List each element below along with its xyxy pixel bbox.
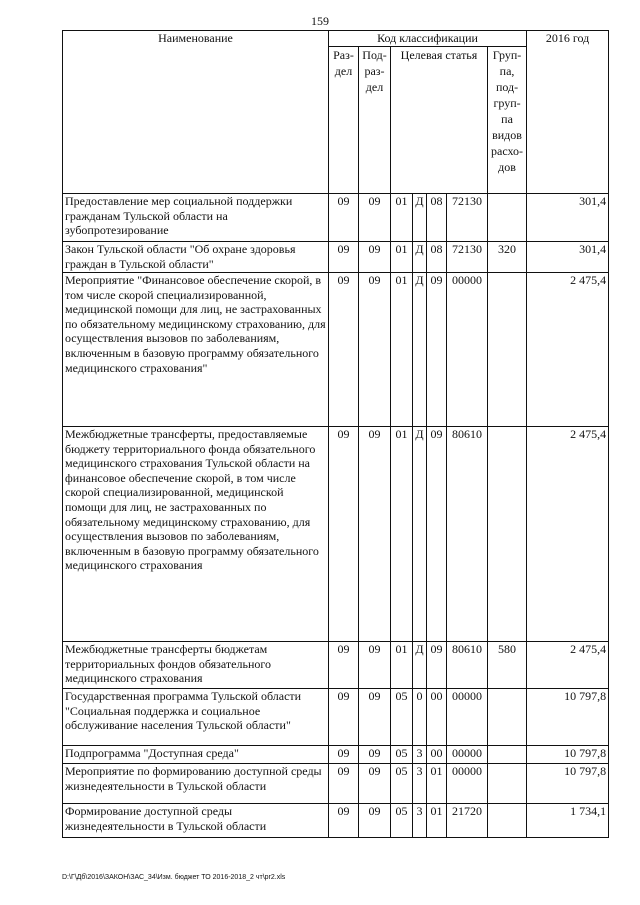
row-code-c1: 05 (391, 746, 413, 764)
row-name: Закон Тульской области "Об охране здоровья граждан в Тульской области" (63, 242, 329, 273)
page-number: 159 (311, 14, 329, 28)
row-code-c1: 05 (391, 804, 413, 838)
row-code-vr: 580 (488, 642, 527, 689)
row-code-pr: 09 (359, 764, 391, 804)
table-row (63, 642, 609, 689)
row-code-c4: 00000 (447, 273, 488, 427)
row-code-vr (488, 194, 527, 242)
row-code-rz: 09 (329, 194, 359, 242)
row-code-c3: 01 (427, 764, 447, 804)
row-code-c4: 21720 (447, 804, 488, 838)
header-year: 2016 год (527, 31, 609, 194)
row-code-c2: Д (413, 242, 427, 273)
table-row (63, 427, 609, 642)
row-name: Формирование доступной среды жизнедеятельности в Тульской области (63, 804, 329, 838)
header-group: Груп- па, под- груп- па видов расхо- дов (488, 47, 527, 194)
row-name: Государственная программа Тульской области "Социальная поддержка и социальное обслуживание населения Тульской области" (63, 689, 329, 746)
row-code-c3: 09 (427, 273, 447, 427)
row-code-c2: Д (413, 194, 427, 242)
row-code-vr (488, 764, 527, 804)
row-sum: 10 797,8 (527, 689, 609, 746)
row-code-c1: 01 (391, 273, 413, 427)
row-code-vr (488, 804, 527, 838)
row-code-rz: 09 (329, 804, 359, 838)
row-code-c3: 09 (427, 642, 447, 689)
row-code-c2: Д (413, 427, 427, 642)
row-code-c4: 00000 (447, 746, 488, 764)
row-code-c3: 09 (427, 427, 447, 642)
row-code-pr: 09 (359, 194, 391, 242)
row-name: Подпрограмма "Доступная среда" (63, 746, 329, 764)
row-code-c2: 3 (413, 804, 427, 838)
row-code-pr: 09 (359, 746, 391, 764)
row-code-vr (488, 273, 527, 427)
row-code-rz: 09 (329, 242, 359, 273)
header-classification: Код классификации (329, 31, 527, 47)
header-target-article: Целевая статья (391, 47, 488, 194)
row-sum: 10 797,8 (527, 764, 609, 804)
row-code-c3: 00 (427, 746, 447, 764)
row-sum: 1 734,1 (527, 804, 609, 838)
row-name: Мероприятие по формированию доступной среды жизнедеятельности в Тульской области (63, 764, 329, 804)
row-code-rz: 09 (329, 689, 359, 746)
row-code-pr: 09 (359, 804, 391, 838)
table-row (63, 764, 609, 804)
header-podrazdel: Под- раз- дел (359, 47, 391, 194)
table-row (63, 689, 609, 746)
table-body (63, 194, 609, 838)
row-name: Межбюджетные трансферты бюджетам территориальных фондов обязательного медицинского страхования (63, 642, 329, 689)
row-name: Мероприятие "Финансовое обеспечение скорой, в том числе скорой специализированной, медицинской помощи для лиц, не застрахованных по обязательному медицинскому страхованию, для осуществления вызовов по заболеваниям, включенным в базовую программу обязательного медицинского страхования" (63, 273, 329, 427)
budget-table (62, 30, 609, 838)
row-sum: 2 475,4 (527, 642, 609, 689)
header-razdel: Раз- дел (329, 47, 359, 194)
row-code-c1: 01 (391, 642, 413, 689)
table-row (63, 804, 609, 838)
row-code-vr (488, 689, 527, 746)
table-row (63, 746, 609, 764)
row-code-c3: 01 (427, 804, 447, 838)
row-sum: 301,4 (527, 194, 609, 242)
row-sum: 301,4 (527, 242, 609, 273)
row-code-c3: 08 (427, 242, 447, 273)
row-code-rz: 09 (329, 764, 359, 804)
row-code-c4: 80610 (447, 427, 488, 642)
row-sum: 2 475,4 (527, 273, 609, 427)
row-code-c4: 00000 (447, 764, 488, 804)
row-code-c4: 72130 (447, 194, 488, 242)
row-code-c1: 01 (391, 194, 413, 242)
row-code-pr: 09 (359, 427, 391, 642)
row-code-c3: 08 (427, 194, 447, 242)
file-path-footer: D:\Г\Дб\2016\ЗАКОН\ЗАС_34\Изм. бюджет ТО 2016-2018_2 чт\pr2.xls (62, 874, 286, 881)
row-code-c3: 00 (427, 689, 447, 746)
row-code-rz: 09 (329, 273, 359, 427)
row-code-c2: 3 (413, 746, 427, 764)
row-sum: 10 797,8 (527, 746, 609, 764)
row-code-c1: 01 (391, 427, 413, 642)
table-row (63, 194, 609, 242)
row-code-c1: 01 (391, 242, 413, 273)
row-code-c2: Д (413, 642, 427, 689)
table-row (63, 273, 609, 427)
header-name: Наименование (63, 31, 329, 194)
row-code-vr: 320 (488, 242, 527, 273)
row-code-c1: 05 (391, 689, 413, 746)
row-code-c4: 80610 (447, 642, 488, 689)
row-code-rz: 09 (329, 427, 359, 642)
row-code-c2: 3 (413, 764, 427, 804)
row-code-c4: 72130 (447, 242, 488, 273)
row-sum: 2 475,4 (527, 427, 609, 642)
table-row (63, 242, 609, 273)
row-code-pr: 09 (359, 689, 391, 746)
row-name: Межбюджетные трансферты, предоставляемые бюджету территориального фонда обязательного медицинского страхования Тульской области на финансовое обеспечение скорой, в том числе скорой специализированной, медицинской помощи для лиц, не застрахованных по обязательному медицинскому страхованию, для осуществления вызовов по заболеваниям, включенным в базовую программу обязательного медицинского страхования (63, 427, 329, 642)
row-code-rz: 09 (329, 746, 359, 764)
row-code-vr (488, 427, 527, 642)
row-code-rz: 09 (329, 642, 359, 689)
row-code-vr (488, 746, 527, 764)
row-code-pr: 09 (359, 273, 391, 427)
row-code-c2: 0 (413, 689, 427, 746)
row-code-pr: 09 (359, 242, 391, 273)
row-code-pr: 09 (359, 642, 391, 689)
row-code-c4: 00000 (447, 689, 488, 746)
row-code-c1: 05 (391, 764, 413, 804)
row-name: Предоставление мер социальной поддержки гражданам Тульской области на зубопротезирование (63, 194, 329, 242)
row-code-c2: Д (413, 273, 427, 427)
